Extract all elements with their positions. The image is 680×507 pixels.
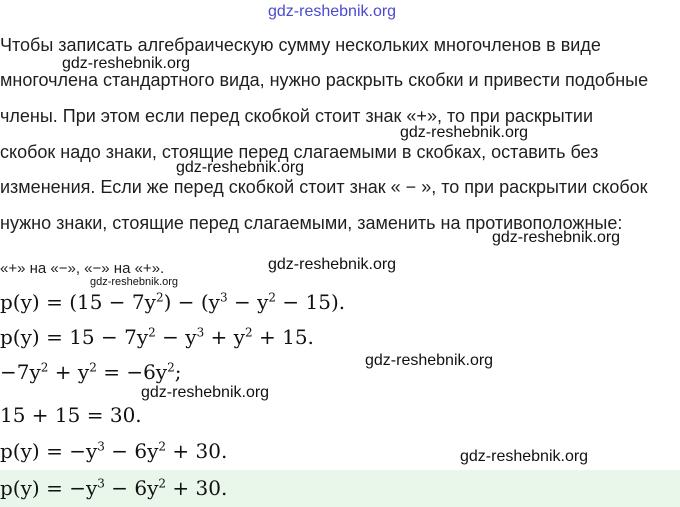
paragraph-line-6: нужно знаки, стоящие перед слагаемыми, заменить на противоположные: <box>0 213 623 233</box>
sign-rule-text: «+» на «−», «−» на «+». <box>0 260 165 277</box>
site-watermark-header: gdz-reshebnik.org <box>268 3 397 20</box>
paragraph-line-3: члены. При этом если перед скобкой стоит знак «+», то при раскрытии <box>0 106 594 126</box>
watermark-6: gdz-reshebnik.org <box>90 276 179 288</box>
math-line-5: $p(y) = -y^3 - 6y^2 + 30$. <box>0 439 228 463</box>
paragraph-line-5: изменения. Если же перед скобкой стоит знак « − », то при раскрытии скобок <box>0 177 648 197</box>
watermark-1: gdz-reshebnik.org <box>62 55 191 72</box>
watermark-3: gdz-reshebnik.org <box>176 159 305 176</box>
final-answer: $p(y) = -y^3 - 6y^2 + 30$. <box>0 476 228 500</box>
paragraph-line-4: скобок надо знаки, стоящие перед слагаемыми в скобках, оставить без <box>0 142 599 162</box>
watermark-8: gdz-reshebnik.org <box>141 384 270 401</box>
watermark-7: gdz-reshebnik.org <box>365 352 494 369</box>
watermark-2: gdz-reshebnik.org <box>400 124 529 141</box>
math-line-4: 15 + 15 = 30. <box>0 403 142 427</box>
math-line-3: $-7y^2 + y^2 = -6y^2$; <box>0 360 182 384</box>
watermark-4: gdz-reshebnik.org <box>492 229 621 246</box>
watermark-5: gdz-reshebnik.org <box>268 256 397 273</box>
paragraph-line-1: Чтобы записать алгебраическую сумму нескольких многочленов в виде <box>0 35 601 55</box>
watermark-9: gdz-reshebnik.org <box>460 448 589 465</box>
math-line-1: $p(y) = (15 - 7y^2) - (y^3 - y^2 - 15)$. <box>0 290 346 314</box>
math-line-2: $p(y) = 15 - 7y^2 - y^3 + y^2 + 15$. <box>0 325 314 349</box>
paragraph-line-2: многочлена стандартного вида, нужно раскрыть скобки и привести подобные <box>0 70 649 90</box>
